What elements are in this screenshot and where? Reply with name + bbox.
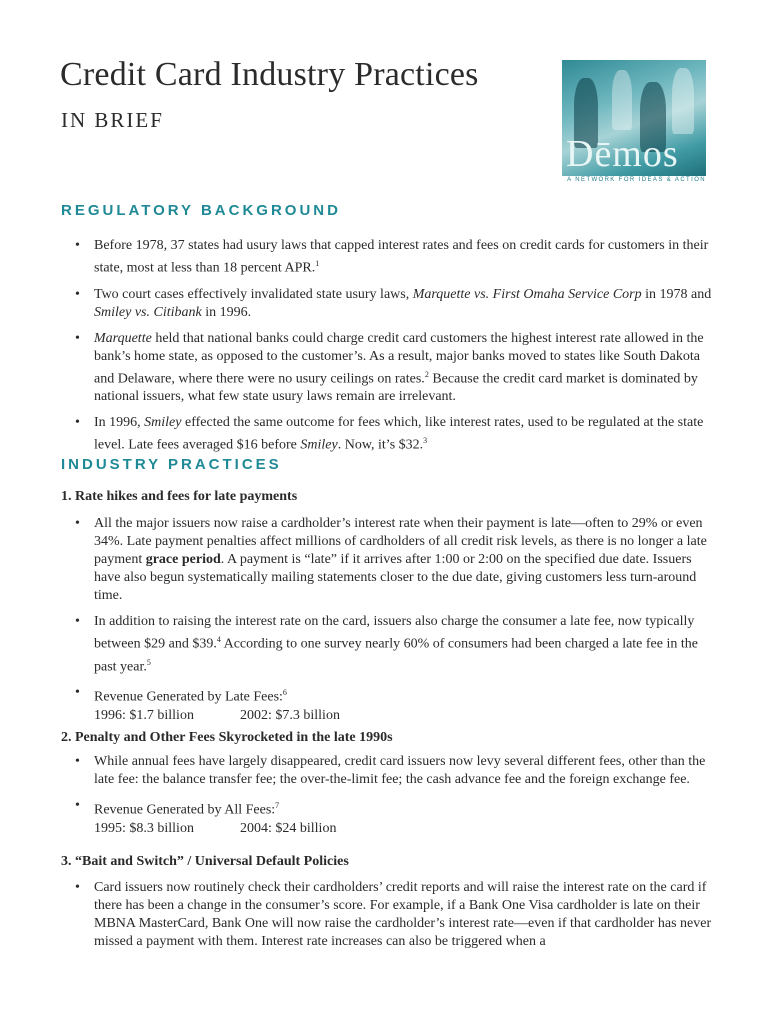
list-item: • In 1996, Smiley effected the same outcome for fees which, like interest rates, used to be regulated at the state level. Late fees averaged $16 before Smiley. Now, it’s $32.$^3$ (75, 414, 715, 455)
section-1-title: 1. Rate hikes and fees for late payments (61, 489, 298, 504)
section-3-title: 3. “Bait and Switch” / Universal Default Policies (61, 854, 349, 869)
list-item: • All the major issuers now raise a cardholder’s interest rate when their payment is late—often to 29% or even 34%. Late payment penalties affect millions of cardholders of all credit risk levels, as there is no longer a late payment grace period. A payment is “late” if it arrives after 1:00 or 2:00 on the specified due date. Issuers have also begun systematically mailing statements closer to the due date, giving customers less turn-around time. (75, 515, 715, 605)
list-item: • Revenue Generated by All Fees:$^7$ 1995: $8.3 billion 2004: $24 billion (75, 797, 715, 838)
revenue-row: 1996: $1.7 billion 2002: $7.3 billion (94, 707, 340, 723)
logo-tagline: A NETWORK FOR IDEAS & ACTION (567, 177, 706, 183)
document-subtitle: IN BRIEF (61, 108, 164, 132)
logo-photo (562, 60, 706, 176)
revenue-row: 1995: $8.3 billion 2004: $24 billion (94, 820, 337, 836)
list-item: • Marquette held that national banks could charge credit card customers the highest interest rate allowed in the bank’s home state, as opposed to the customer’s. As a result, major banks moved to states like South Dakota and Delaware, where there were no usury ceilings on rates.$^2$ Because the credit card market is dominated by national issuers, what few state usury laws remain are irrelevant. (75, 330, 715, 407)
list-item: • Card issuers now routinely check their cardholders’ credit reports and will raise the interest rate on the card if there has been a change in the consumer’s score. For example, if a Bank One Visa cardholder is late on their MBNA MasterCard, Bank One will now raise the cardholder’s interest rate—even if that cardholder has never missed a payment with them. Interest rate increases can also be triggered when a (75, 879, 715, 951)
list-item: • Revenue Generated by Late Fees:$^6$ 1996: $1.7 billion 2002: $7.3 billion (75, 684, 715, 725)
regulatory-heading: REGULATORY BACKGROUND (61, 202, 341, 219)
list-item: • In addition to raising the interest rate on the card, issuers also charge the consumer a late fee, now typically between $29 and $39.$^4$ According to one survey nearly 60% of consumers had been charged a late fee in the past year.$^5$ (75, 613, 715, 676)
list-item: • Two court cases effectively invalidated state usury laws, Marquette vs. First Omaha Service Corp in 1978 and Smiley vs. Citibank in 1996. (75, 286, 715, 322)
logo-wordmark: Dēmos (566, 133, 679, 175)
section-2-list (75, 753, 715, 846)
section-2-title: 2. Penalty and Other Fees Skyrocketed in the late 1990s (61, 730, 393, 745)
section-1-list (75, 515, 715, 733)
list-item: • While annual fees have largely disappeared, credit card issuers now levy several different fees, other than the late fee: the balance transfer fee; the over-the-limit fee; the cash advance fee and the foreign exchange fee. (75, 753, 715, 789)
demos-logo (562, 60, 706, 184)
regulatory-list (75, 237, 715, 463)
section-3-list (75, 879, 715, 959)
list-item: • Before 1978, 37 states had usury laws that capped interest rates and fees on credit cards for customers in their state, most at less than 18 percent APR.$^1$ (75, 237, 715, 278)
industry-heading: INDUSTRY PRACTICES (61, 456, 282, 473)
document-title: Credit Card Industry Practices (60, 56, 479, 93)
